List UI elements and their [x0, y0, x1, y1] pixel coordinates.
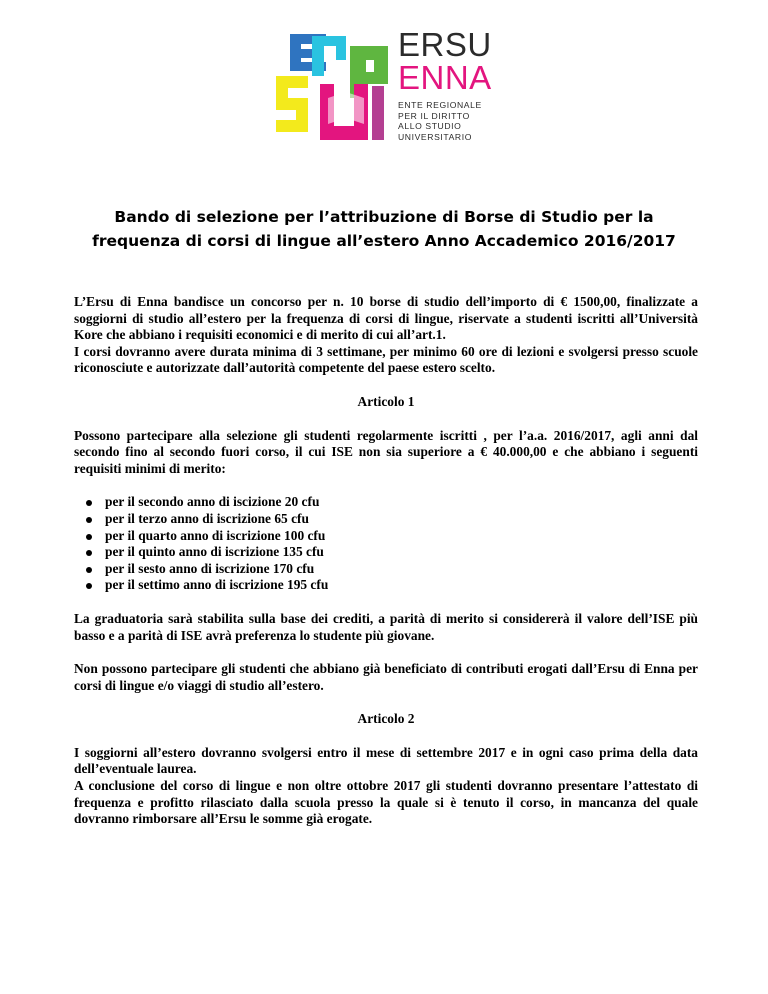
logo-subtitle	[398, 100, 492, 142]
requirement-text: per il quarto anno di iscrizione 100 cfu	[105, 527, 326, 543]
bullet-icon	[86, 534, 92, 540]
article-2-paragraph: I soggiorni all’estero dovranno svolgersi entro il mese di settembre 2017 e in ogni caso prima della data dell’eventuale laurea.	[74, 744, 698, 777]
article-2-heading: Articolo 2	[357, 711, 415, 727]
ranking-paragraph: La graduatoria sarà stabilita sulla base dei crediti, a parità di merito si considererà il valore dell’ISE più basso e a parità di ISE avrà preferenza lo studente più giovane.	[74, 610, 698, 643]
article-1-text: Possono partecipare alla selezione gli studenti regolarmente iscritti , per l’a.a. 2016/2017, agli anni dal secondo fino al secondo fuori corso, il cui ISE non sia superiore a € 40.000,00 e che abbiano i seguenti requisiti minimi di merito:	[74, 427, 698, 476]
article-1-heading: Articolo 1	[357, 393, 415, 409]
bullet-icon	[86, 567, 92, 573]
requirements-list	[74, 494, 698, 594]
article-2-paragraph: A conclusione del corso di lingue e non oltre ottobre 2017 gli studenti dovranno presentare l’attestato di frequenza e profitto rilasciato dalla scuola presso la quale si è tenuto il corso, in mancanza del quale dovranno rimborsare all’Ersu le somme già erogate.	[74, 778, 698, 827]
logo-city: ENNA	[398, 59, 492, 96]
bullet-icon	[86, 500, 92, 506]
logo-name: ERSU	[398, 26, 492, 63]
requirement-text: per il settimo anno di iscrizione 195 cfu	[105, 577, 329, 593]
exclusion-paragraph: Non possono partecipare gli studenti che abbiano già beneficiato di contributi erogati dall’Ersu di Enna per corsi di lingue e/o viaggi di studio all’estero.	[74, 661, 698, 693]
bullet-icon	[86, 583, 92, 589]
logo-subtitle-line: ALLO STUDIO	[398, 121, 462, 131]
logo-subtitle-line: PER IL DIRITTO	[398, 110, 470, 121]
requirement-text: per il quinto anno di iscrizione 135 cfu	[105, 544, 324, 560]
intro-paragraph: I corsi dovranno avere durata minima di 3 settimane, per minimo 60 ore di lezioni e svolgersi presso scuole riconosciute e autorizzate dall’autorità competente del paese estero scelto.	[74, 343, 698, 376]
bullet-icon	[86, 550, 92, 556]
document-title: Bando di selezione per l’attribuzione di Borse di Studio per la frequenza di corsi di lingue all’estero Anno Accademico 2016/2017	[92, 208, 676, 250]
bullet-icon	[86, 517, 92, 523]
list-item	[74, 561, 698, 578]
requirement-text: per il secondo anno di iscizione 20 cfu	[105, 494, 320, 510]
logo-subtitle-line: UNIVERSITARIO	[398, 131, 473, 142]
document-body	[74, 294, 698, 828]
requirement-text: per il sesto anno di iscrizione 170 cfu	[105, 560, 315, 576]
intro-paragraph: L’Ersu di Enna bandisce un concorso per n. 10 borse di studio dell’importo di € 1500,00, finalizzate a soggiorni di studio all’estero per la frequenza di corsi di lingue, riservate a studenti iscritti all’Università Kore che abbiano i requisiti economici e di merito di cui all’art.1.	[74, 294, 698, 343]
logo-text	[398, 28, 492, 142]
list-item	[74, 494, 698, 511]
list-item	[74, 544, 698, 561]
list-item	[74, 528, 698, 545]
list-item	[74, 577, 698, 594]
requirement-text: per il terzo anno di iscrizione 65 cfu	[105, 510, 309, 526]
list-item	[74, 511, 698, 528]
logo-subtitle-line: ENTE REGIONALE	[398, 100, 482, 110]
